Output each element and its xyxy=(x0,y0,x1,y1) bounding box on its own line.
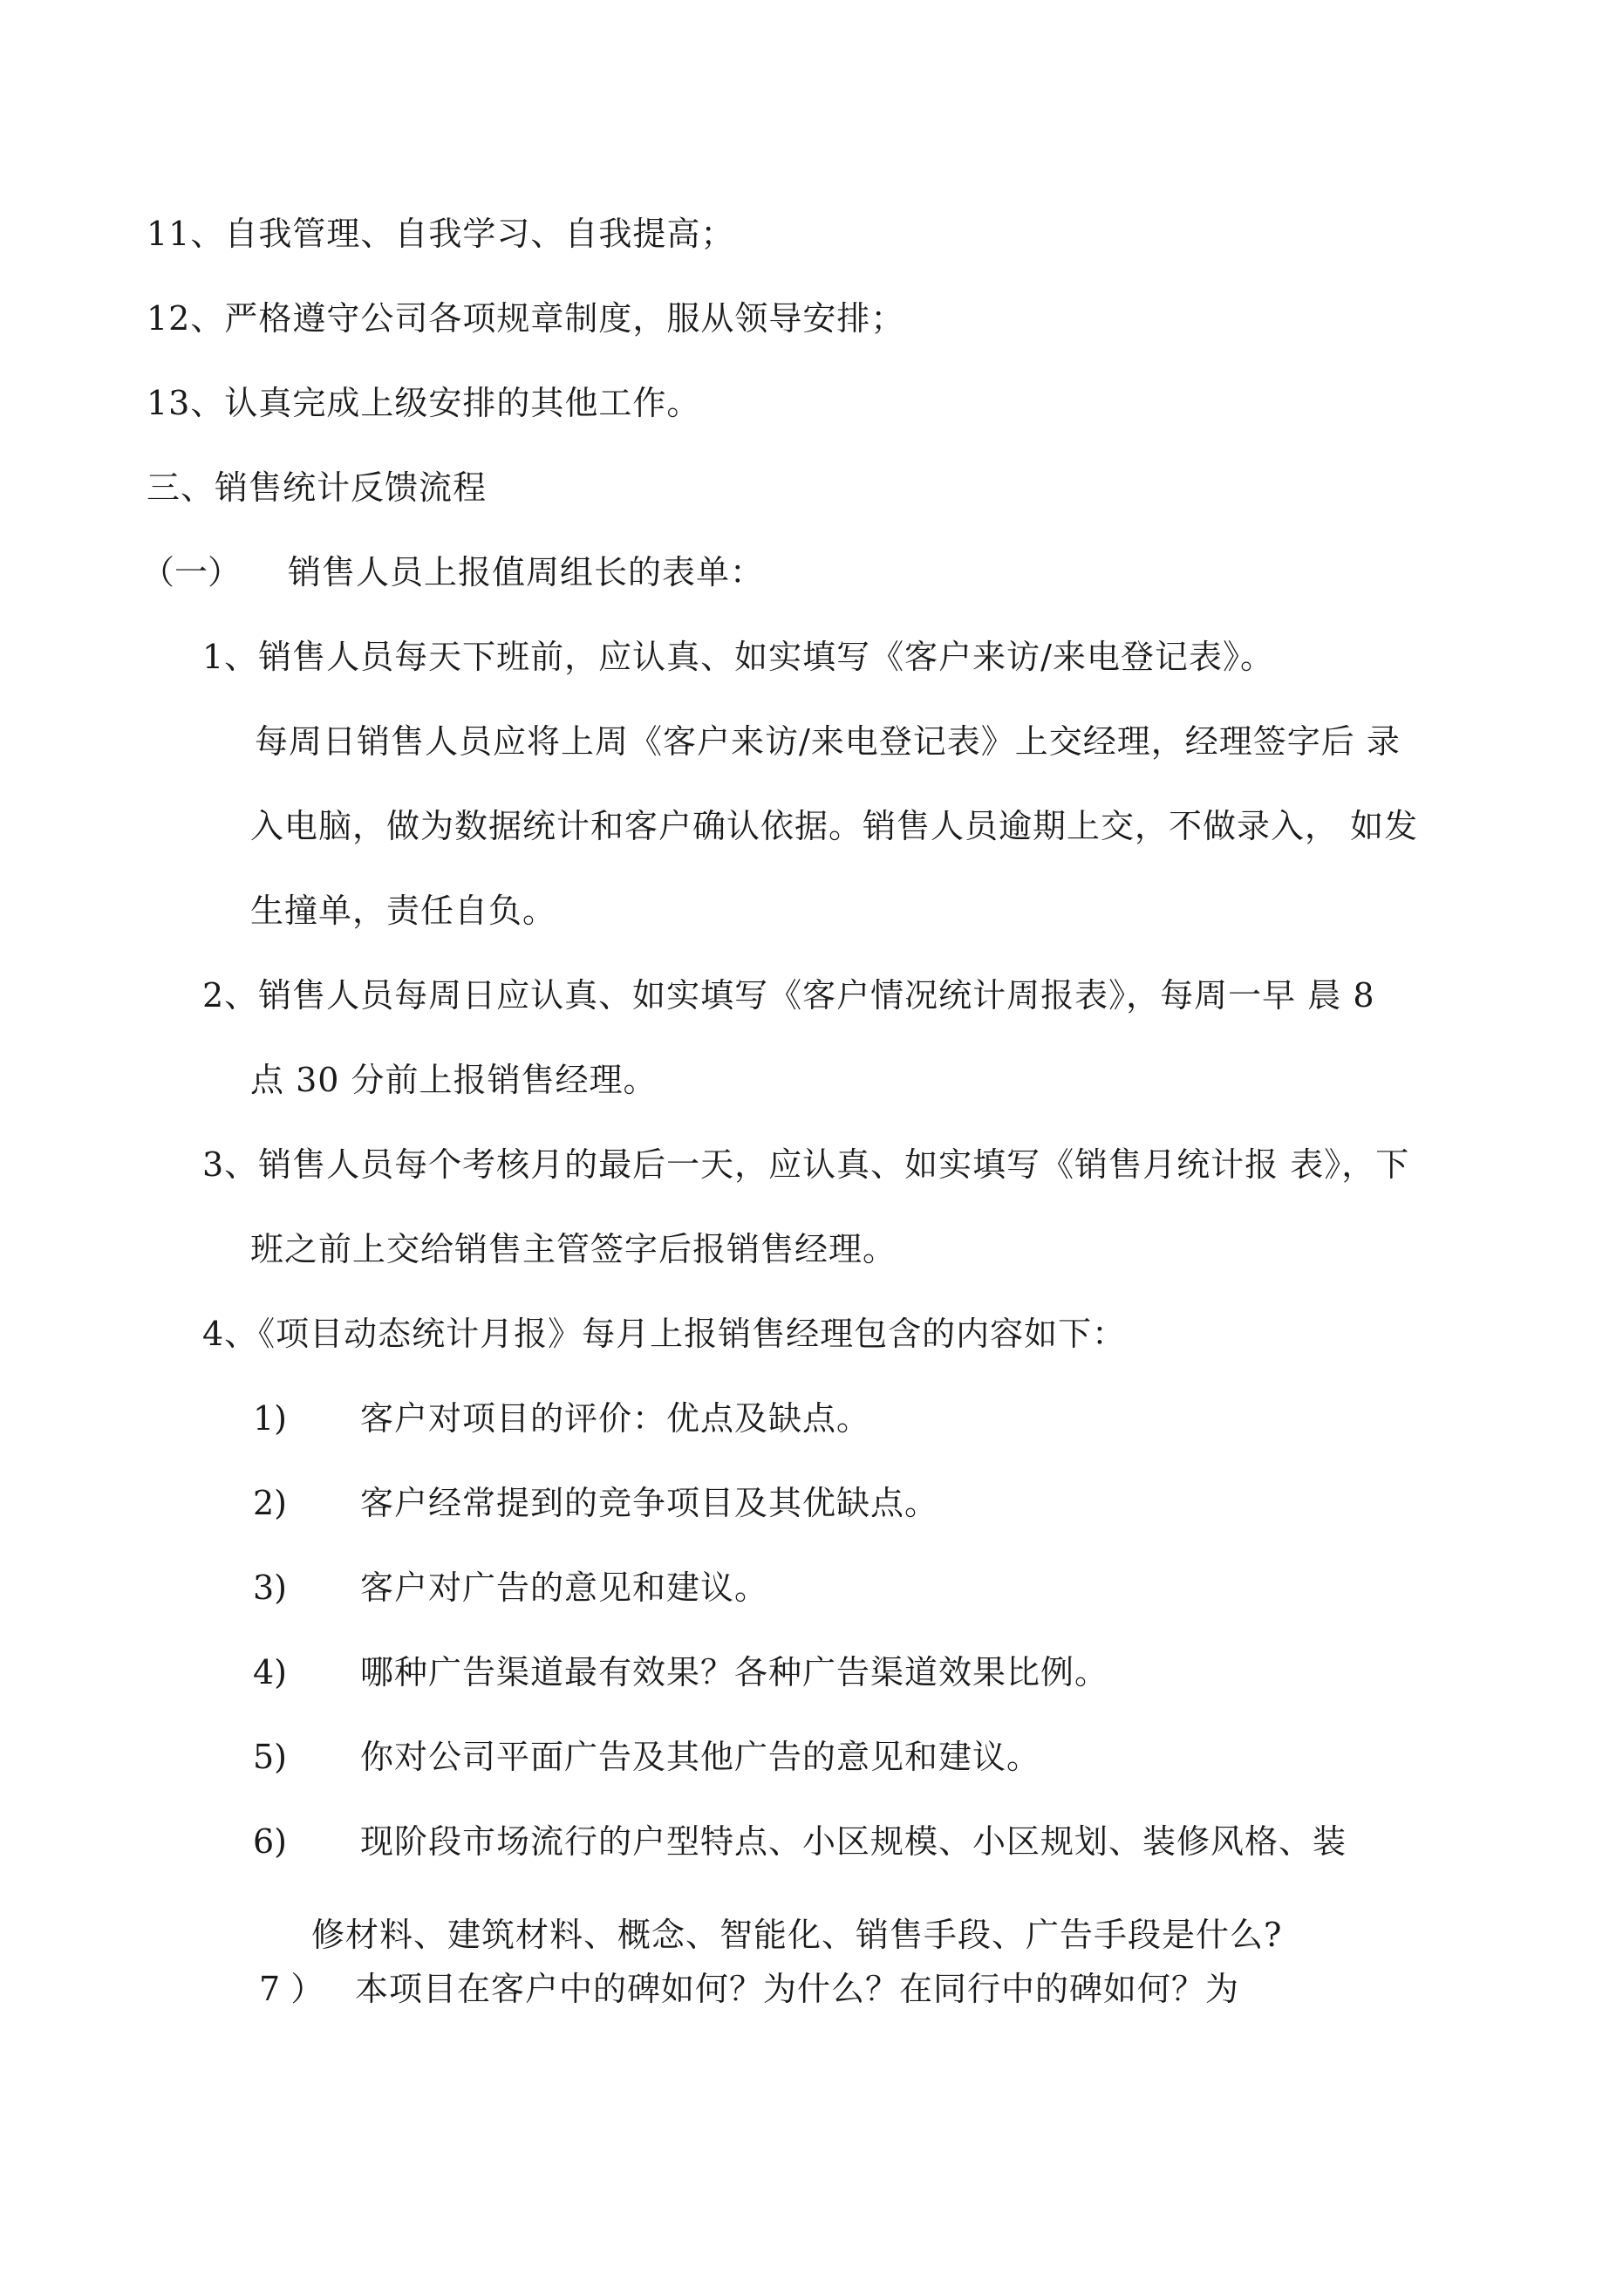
sub-item-7-number: 7 ） xyxy=(259,1970,324,2008)
sub-item-5-number: 5) xyxy=(253,1738,288,1776)
list-item-12: 12、严格遵守公司各项规章制度，服从领导安排； xyxy=(147,299,905,338)
item-2-line-2: 点 30 分前上报销售经理。 xyxy=(250,1061,658,1099)
item-1-paragraph-line-1: 每周日销售人员应将上周《客户来访/来电登记表》上交经理，经理签字后 录 xyxy=(255,722,1401,761)
sub-item-6-text: 现阶段市场流行的户型特点、小区规模、小区规划、装修风格、装 xyxy=(360,1822,1347,1861)
list-item-13: 13、认真完成上级安排的其他工作。 xyxy=(147,384,701,422)
item-1-line-1: 1、销售人员每天下班前，应认真、如实填写《客户来访/来电登记表》。 xyxy=(202,638,1274,676)
sub-item-7-text: 本项目在客户中的碑如何？为什么？在同行中的碑如何？为 xyxy=(355,1970,1240,2008)
sub-item-2-number: 2) xyxy=(253,1484,288,1522)
sub-item-3-number: 3) xyxy=(253,1568,288,1607)
subsection-title: 销售人员上报值周组长的表单： xyxy=(288,553,765,591)
item-3-line-1: 3、销售人员每个考核月的最后一天，应认真、如实填写《销售月统计报 表》，下 xyxy=(202,1145,1410,1184)
sub-item-2-text: 客户经常提到的竞争项目及其优缺点。 xyxy=(360,1484,939,1522)
sub-item-4-text: 哪种广告渠道最有效果？各种广告渠道效果比例。 xyxy=(360,1653,1109,1691)
sub-item-6-number: 6) xyxy=(253,1822,288,1861)
item-2-line-1: 2、销售人员每周日应认真、如实填写《客户情况统计周报表》，每周一早 晨 8 xyxy=(202,976,1375,1015)
sub-item-1-text: 客户对项目的评价：优点及缺点。 xyxy=(360,1399,871,1438)
subsection-label: （一） xyxy=(141,553,242,591)
item-4-line-1: 4、《项目动态统计月报》每月上报销售经理包含的内容如下： xyxy=(202,1315,1127,1353)
sub-item-5-text: 你对公司平面广告及其他广告的意见和建议。 xyxy=(360,1738,1041,1776)
sub-item-6-continuation: 修材料、建筑材料、概念、智能化、销售手段、广告手段是什么? xyxy=(311,1916,1283,1954)
sub-item-3-text: 客户对广告的意见和建议。 xyxy=(360,1568,769,1607)
list-item-11: 11、自我管理、自我学习、自我提高； xyxy=(147,215,735,253)
item-1-paragraph-line-3: 生撞单，责任自负。 xyxy=(250,892,557,930)
item-1-paragraph-line-2: 入电脑，做为数据统计和客户确认依据。销售人员逾期上交，不做录入， 如发 xyxy=(250,807,1419,845)
sub-item-1-number: 1) xyxy=(253,1399,288,1438)
section-heading: 三、销售统计反馈流程 xyxy=(147,468,488,507)
sub-item-4-number: 4) xyxy=(253,1653,288,1691)
item-3-line-2: 班之前上交给销售主管签字后报销售经理。 xyxy=(250,1230,897,1268)
